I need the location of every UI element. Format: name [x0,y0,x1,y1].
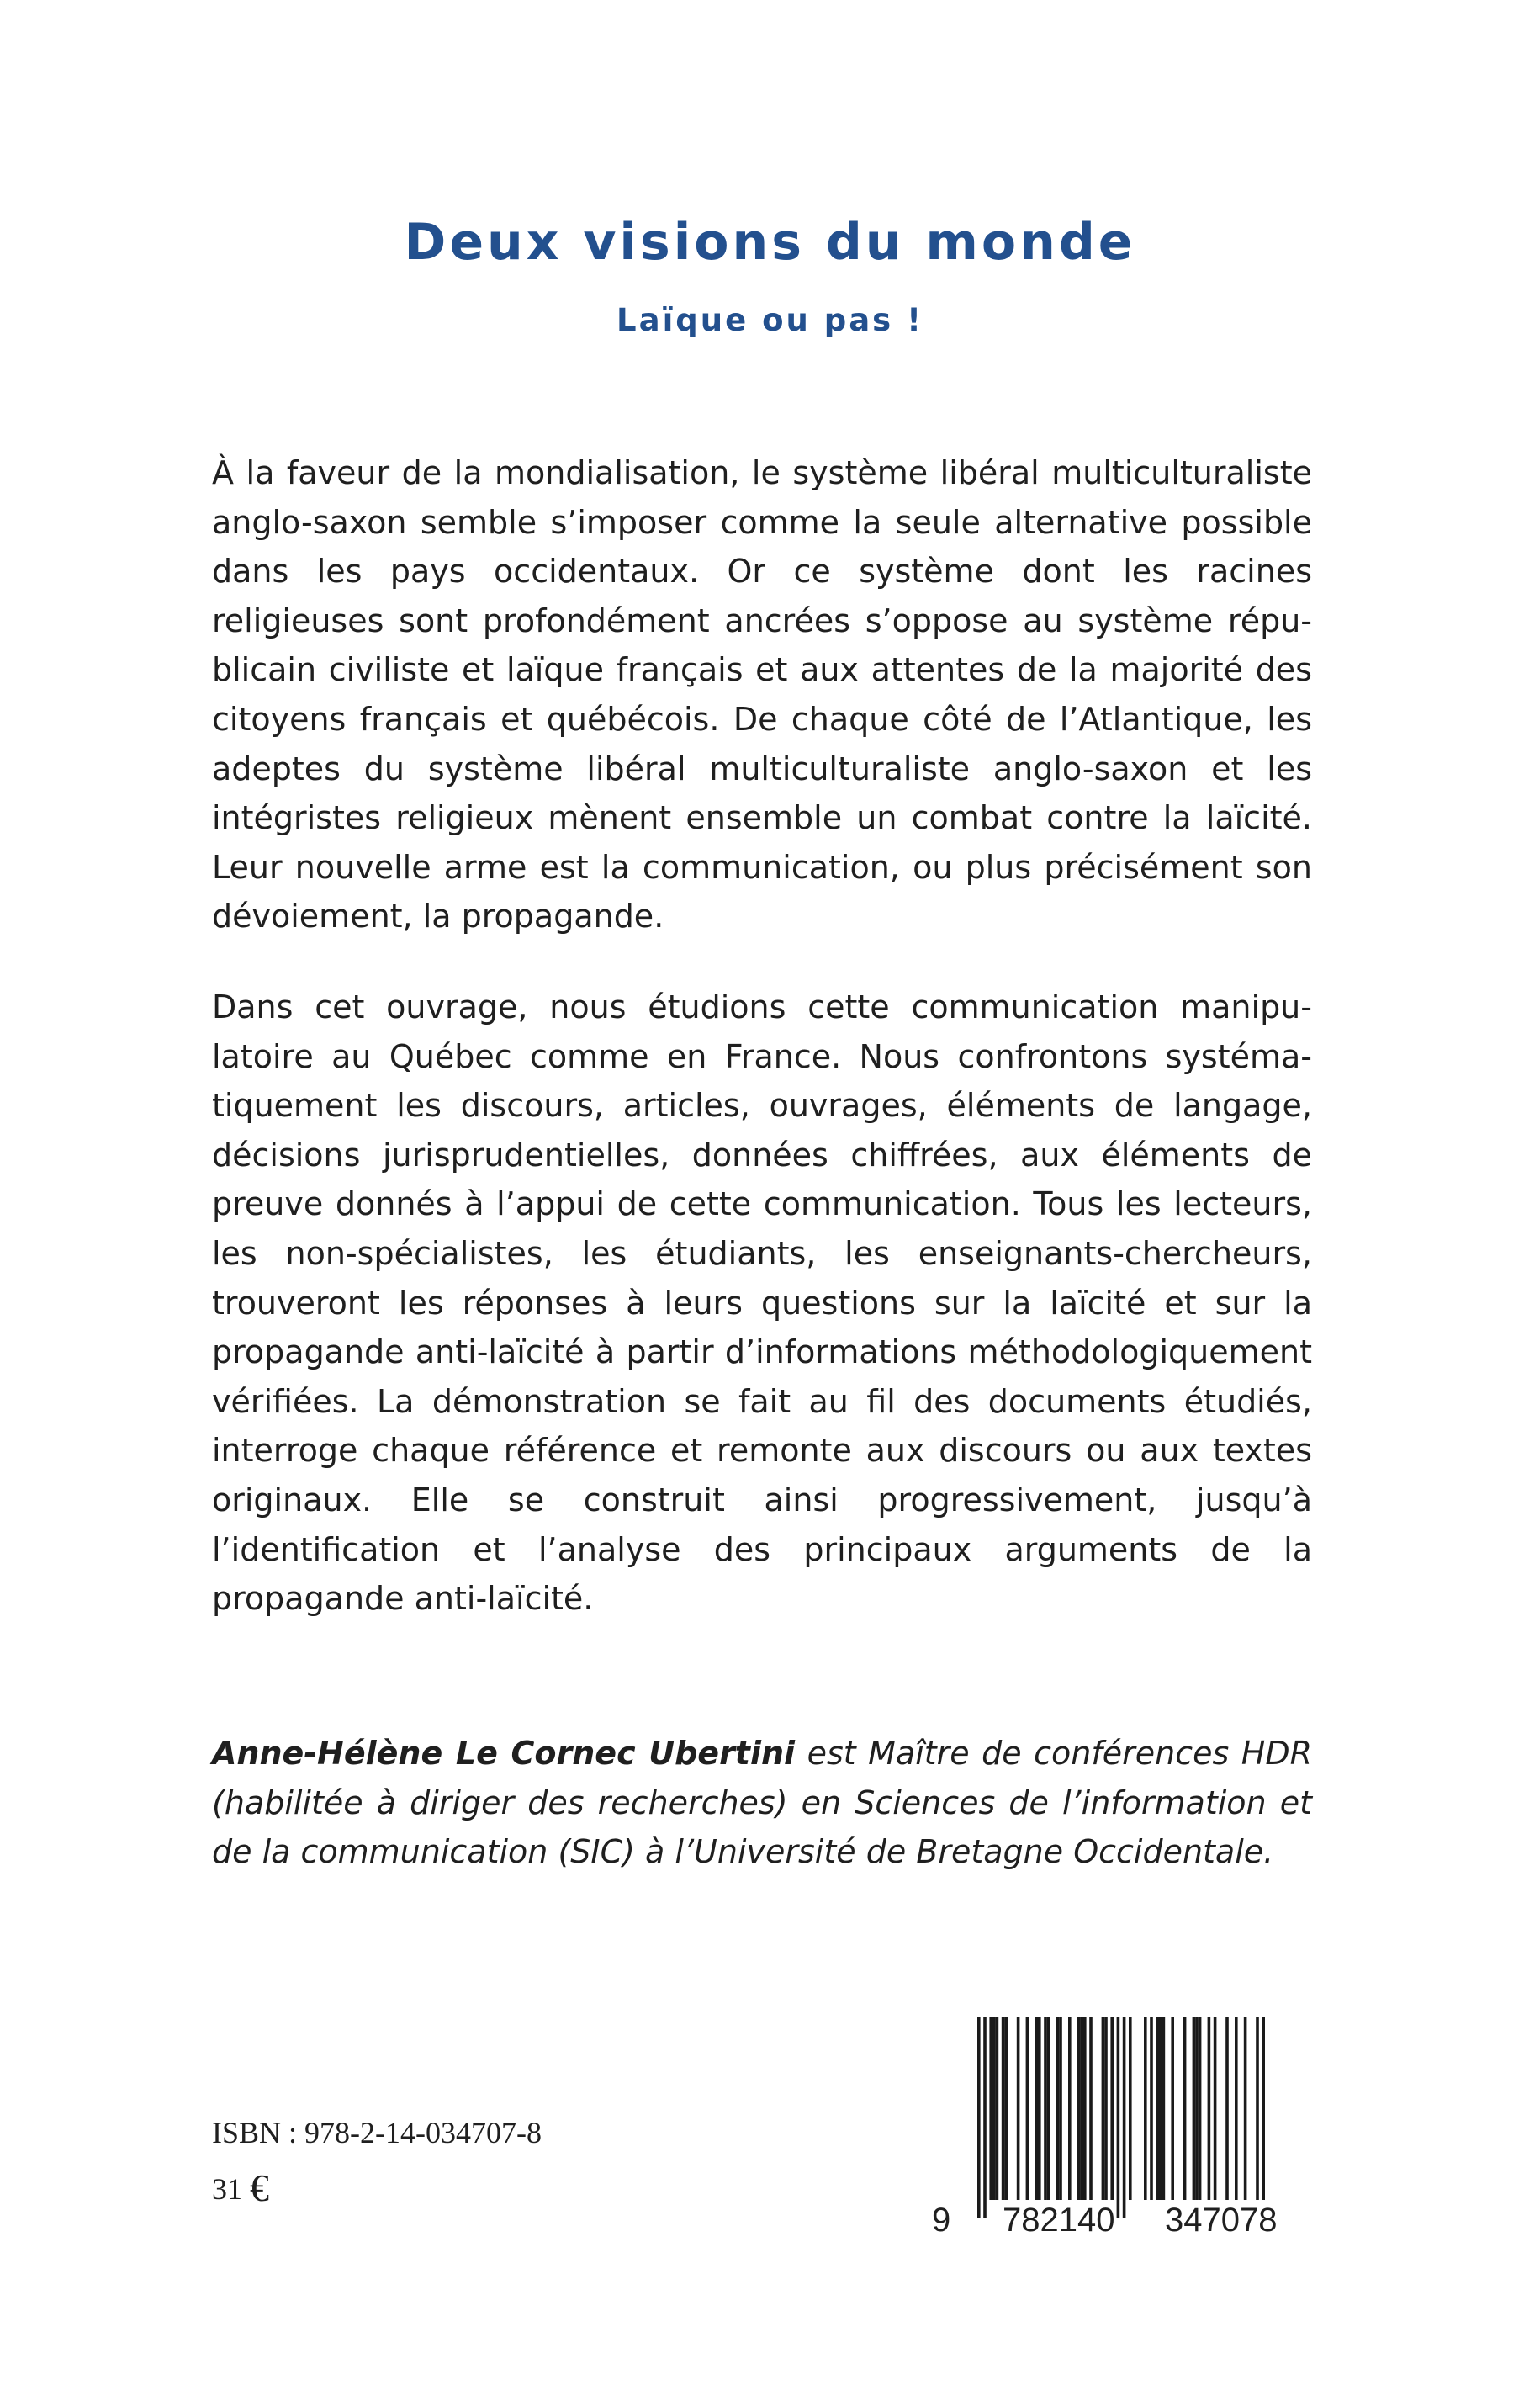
price [212,2167,269,2210]
barcode-bar [992,2017,996,2200]
summary-paragraph-2: Dans cet ouvrage, nous étudions cette communication manipulatoire au Québec comme en France. Nous confrontons systématiquement les discours, articles, ouvrages, éléments de langage, décisions jurisprudentielles, données chiffrées, aux éléments de preuve donnés à l’appui de cette communication. Tous les lecteurs, les non-spécialistes, les étudiants, les enseignants-chercheurs, trouveront les réponses à leurs questions sur la laïcité et sur la propagande anti-laïcité à partir d’informations méthodologiquement vérifiées. La démonstration se fait au fil des documents étudiés, interroge chaque référence et remonte aux discours ou aux textes originaux. Elle se construit ainsi progressivement, jusqu’à l’identification et l’analyse des principaux arguments de la propagande anti-laïcité. [212,988,1312,1618]
barcode-bar [1068,2017,1072,2200]
barcode-bar [1059,2017,1062,2200]
barcode-bar [977,2017,981,2218]
ean-barcode [932,2017,1310,2242]
barcode-bar [1026,2017,1029,2200]
summary-paragraph-1: À la faveur de la mondialisation, le système libéral multiculturaliste anglo-saxon semble s’imposer comme la seule alternative possible dans les pays occidentaux. Or ce système dont les racines religieuses sont profondément ancrées s’oppose au système républicain civiliste et laïque français et aux attentes de la majorité des citoyens français et québécois. De chaque côté de l’Atlantique, les adeptes du système libéral multiculturaliste anglo-saxon et les intégristes religieux mènent ensemble un combat contre la laïcité. Leur nouvelle arme est la communication, ou plus précisément son dévoiement, la propagande. [212,454,1312,935]
barcode-bar [1047,2017,1050,2200]
barcode-first-digit: 9 [932,2202,951,2239]
barcode-bar [1035,2017,1038,2200]
barcode-bar [1156,2017,1159,2200]
barcode-bar [1077,2017,1081,2200]
barcode-bar [1208,2017,1211,2200]
barcode-bar [1038,2017,1041,2200]
barcode-bar [989,2017,992,2200]
barcode-bar [1199,2017,1202,2200]
barcode-bar [983,2017,987,2218]
barcode-bar [1102,2017,1105,2200]
barcode-bar [1214,2017,1217,2200]
author-name: Anne-Hélène Le Cornec Ubertini [212,1735,796,1772]
barcode-bar [1262,2017,1265,2218]
price-amount: 31 [212,2172,242,2206]
barcode-bar [1256,2017,1259,2218]
barcode-bar [1129,2017,1132,2200]
barcode-bar [1195,2017,1199,2200]
barcode-bar [1080,2017,1083,2200]
barcode-bar [1089,2017,1093,2200]
barcode-bar [1117,2017,1120,2218]
author-biography [212,1729,1312,1877]
barcode-bar [1004,2017,1008,2200]
barcode-bar [1171,2017,1174,2200]
barcode-bar [1083,2017,1087,2200]
barcode-bar [1017,2017,1020,2200]
barcode-bar [1225,2017,1229,2200]
barcode-bar [1162,2017,1166,2200]
isbn-label: ISBN : 978-2-14-034707-8 [212,2116,542,2149]
barcode-bar [1056,2017,1060,2200]
barcode-bar [996,2017,999,2200]
barcode-bar [1110,2017,1114,2200]
price-currency: € [250,2166,269,2209]
barcode-bar [1123,2017,1126,2218]
barcode-bar [1044,2017,1047,2200]
barcode-bar [1150,2017,1153,2200]
barcode-bar [1193,2017,1196,2200]
author-bio-text: est Maître de conférences HDR (habilitée à diriger des recherches) en Sciences de l’information et de la communication (SIC) à l’Université de Bretagne Occidentale. [212,1735,1312,1871]
barcode-bar [1159,2017,1162,2200]
barcode-left-digits: 782140 [1003,2202,1115,2239]
book-subtitle: Laïque ou pas ! [617,302,923,338]
barcode-bar [1002,2017,1005,2200]
book-title: Deux visions du monde [404,213,1136,272]
barcode-bar [1235,2017,1238,2200]
barcode-bar [1144,2017,1147,2200]
barcode-right-digits: 347078 [1165,2202,1278,2239]
barcode-bar [1104,2017,1108,2200]
barcode-bar [1183,2017,1187,2200]
barcode-bar [1244,2017,1247,2200]
